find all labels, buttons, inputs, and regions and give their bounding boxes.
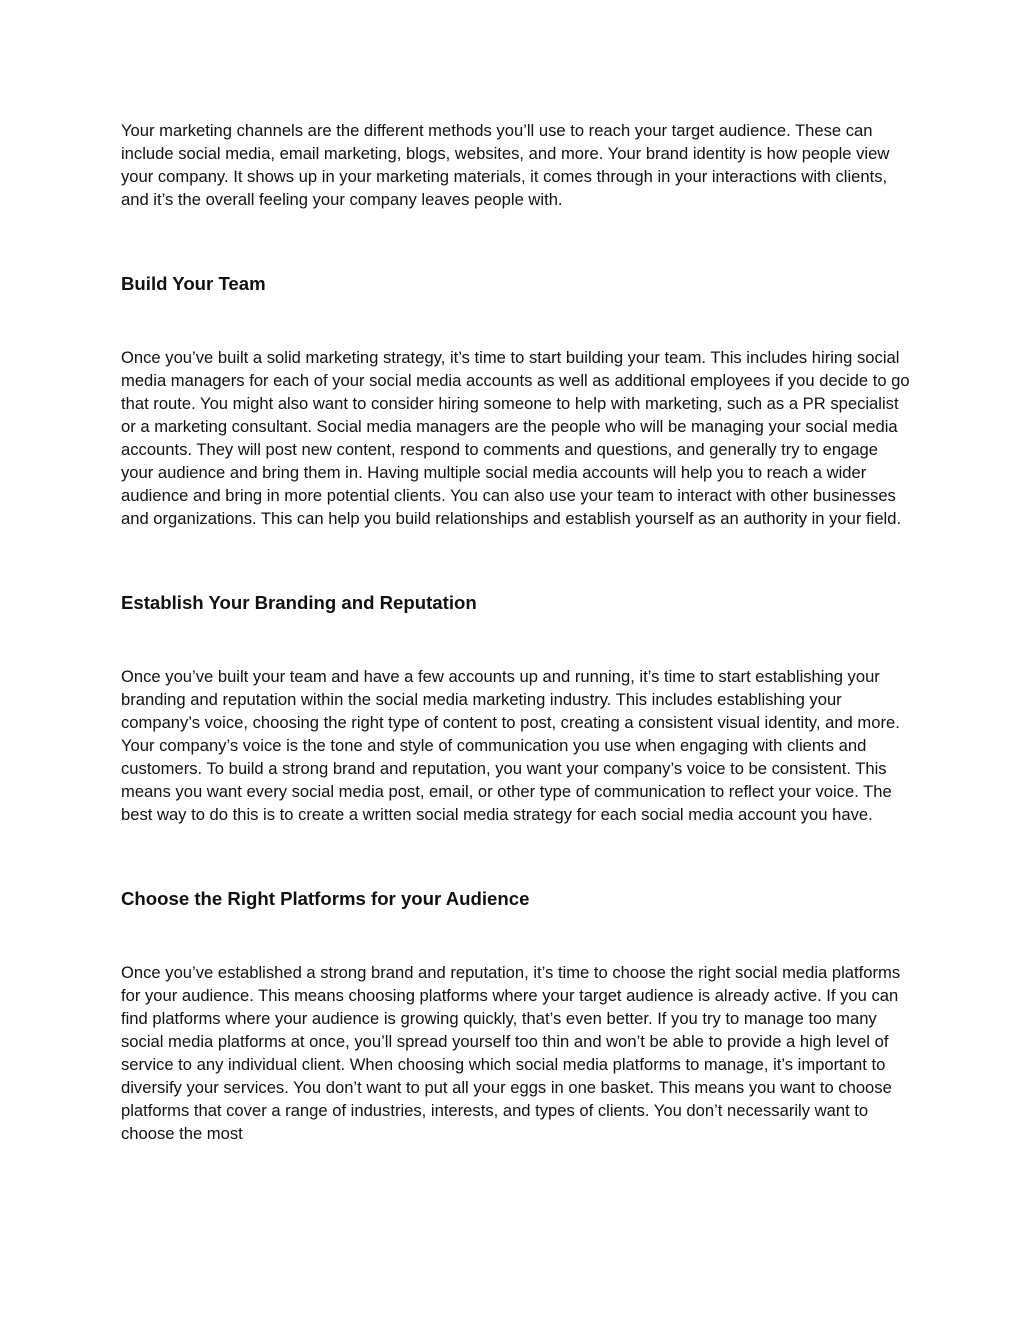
- section-body: Once you’ve established a strong brand and reputation, it’s time to choose the right social media platforms for your audience. This means choosing platforms where your target audience is already active. If you can find platforms where your audience is growing quickly, that’s even better. If you try to manage too many social media platforms at once, you’ll spread yourself too thin and won’t be able to provide a high level of service to any individual client. When choosing which social media platforms to manage, it’s important to diversify your services. You don’t want to put all your eggs in one basket. This means you want to choose platforms that cover a range of industries, interests, and types of clients. You don’t necessarily want to choose the most: [121, 963, 901, 1143]
- section-body: Once you’ve built your team and have a few accounts up and running, it’s time to start establishing your branding and reputation within the social media marketing industry. This includes establishing your company’s voice, choosing the right type of content to post, creating a consistent visual identity, and more. Your company’s voice is the tone and style of communication you use when engaging with clients and customers. To build a strong brand and reputation, you want your company’s voice to be consistent. This means you want every social media post, email, or other type of communication to reflect your voice. The best way to do this is to create a written social media strategy for each social media account you have.: [121, 667, 900, 824]
- section-heading: Choose the Right Platforms for your Audience: [121, 888, 530, 909]
- section-choose-platforms: [121, 887, 911, 1145]
- section-establish-branding: [121, 591, 911, 826]
- section-heading: Build Your Team: [121, 273, 266, 294]
- section-heading: Establish Your Branding and Reputation: [121, 592, 477, 613]
- document-content: [121, 119, 911, 1145]
- section-build-your-team: [121, 272, 911, 530]
- intro-paragraph: Your marketing channels are the different methods you’ll use to reach your target audience. These can include social media, email marketing, blogs, websites, and more. Your brand identity is how people view your company. It shows up in your marketing materials, it comes through in your interactions with clients, and it’s the overall feeling your company leaves people with.: [121, 121, 890, 209]
- section-body: Once you’ve built a solid marketing strategy, it’s time to start building your team. This includes hiring social media managers for each of your social media accounts as well as additional employees if you decide to go that route. You might also want to consider hiring someone to help with marketing, such as a PR specialist or a marketing consultant. Social media managers are the people who will be managing your social media accounts. They will post new content, respond to comments and questions, and generally try to engage your audience and bring them in. Having multiple social media accounts will help you to reach a wider audience and bring in more potential clients. You can also use your team to interact with other businesses and organizations. This can help you build relationships and establish yourself as an authority in your field.: [121, 348, 910, 528]
